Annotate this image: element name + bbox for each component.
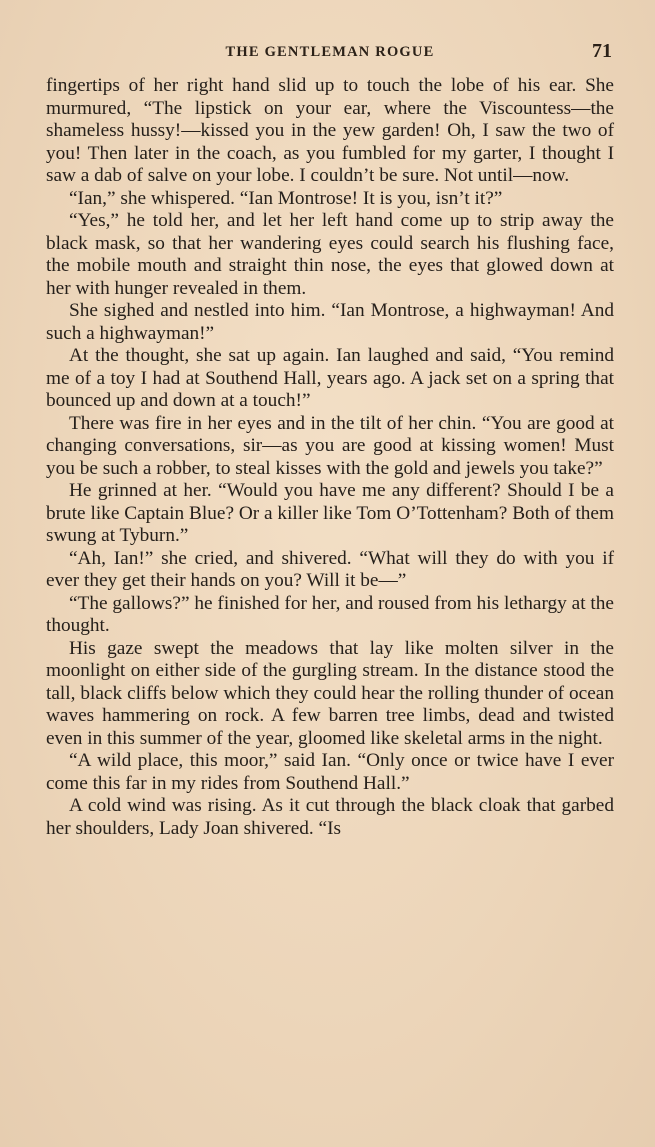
paragraph: “The gallows?” he finished for her, and roused from his lethargy at the thought. <box>46 592 614 636</box>
paragraph: His gaze swept the meadows that lay like molten silver in the moonlight on either side of the gurgling stream. In the distance stood the tall, black cliffs below which they could hear the rolling thunder of ocean waves hammering on rock. A few barren tree limbs, dead and twisted even in this summer of the year, gloomed like skeletal arms in the night. <box>46 637 614 749</box>
paragraph: “A wild place, this moor,” said Ian. “Only once or twice have I ever come this far in my rides from Southend Hall.” <box>46 750 614 794</box>
paragraph: He grinned at her. “Would you have me any different? Should I be a brute like Captain Blue? Or a killer like Tom O’Tottenham? Both of them swung at Tyburn.” <box>46 480 614 546</box>
paragraph: “Ah, Ian!” she cried, and shivered. “What will they do with you if ever they get their hands on you? Will it be—” <box>46 547 614 591</box>
paragraph: At the thought, she sat up again. Ian laughed and said, “You remind me of a toy I had at Southend Hall, years ago. A jack set on a spring that bounced up and down at a touch!” <box>46 345 614 411</box>
paragraph: “Ian,” she whispered. “Ian Montrose! It is you, isn’t it?” <box>69 187 503 209</box>
page-number: 71 <box>592 40 612 62</box>
paragraph: fingertips of her right hand slid up to touch the lobe of his ear. She murmured, “The lipstick on your ear, where the Viscountess—the shameless hussy!—kissed you in the yew garden! Oh, I saw the two of you! Then later in the coach, as you fumbled for my garter, I thought I saw a dab of salve on your lobe. I couldn’t be sure. Not until—now. <box>46 75 614 186</box>
running-title: THE GENTLEMAN ROGUE <box>225 44 435 60</box>
paragraph: There was fire in her eyes and in the tilt of her chin. “You are good at changing conversations, sir—as you are good at kissing women! Must you be such a robber, to steal kisses with the gold and jewels you take?” <box>46 412 614 479</box>
paragraph: A cold wind was rising. As it cut through the black cloak that garbed her shoulders, Lady Joan shivered. “Is <box>46 795 614 839</box>
paragraph: “Yes,” he told her, and let her left hand come up to strip away the black mask, so that her wandering eyes could search his flushing face, the mobile mouth and straight thin nose, the eyes that glowed down at her with hunger revealed in them. <box>46 210 614 299</box>
page-header <box>46 40 614 70</box>
paragraph: She sighed and nestled into him. “Ian Montrose, a highwayman! And such a highwayman!” <box>46 300 614 344</box>
body-text <box>46 75 614 840</box>
